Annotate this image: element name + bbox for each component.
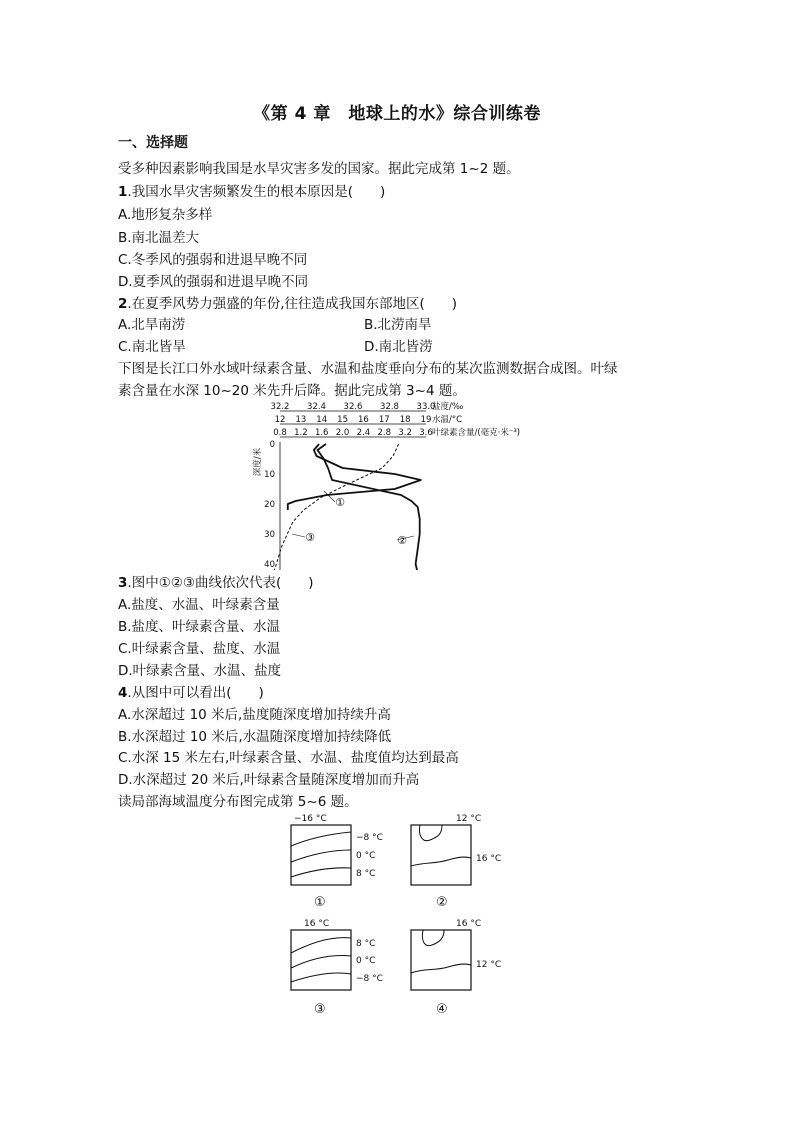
q4-option-d[interactable]: D.水深超过 20 米后,叶绿素含量随深度增加而升高 — [118, 772, 420, 788]
map-2-label-right: 16 °C — [476, 854, 502, 864]
question-text: .我国水旱灾害频繁发生的根本原因是( ) — [127, 184, 386, 200]
map-3-label-2: 0 °C — [356, 956, 376, 966]
tick-chlorophyll: 2.8 — [377, 428, 392, 438]
q4-option-c[interactable]: C.水深 15 米左右,叶绿素含量、水温、盐度值均达到最高 — [118, 750, 459, 766]
intro-2b: 素含量在水深 10~20 米先升后降。据此完成第 3~4 题。 — [118, 383, 466, 399]
q2-option-c[interactable]: C.南北皆旱 — [118, 339, 186, 355]
question-3 — [118, 574, 314, 592]
map-1-id: ① — [314, 895, 326, 910]
map-3-label-3: −8 °C — [356, 974, 383, 984]
tick-chlorophyll: 0.8 — [273, 428, 287, 438]
q2-options-row-1 — [118, 316, 432, 334]
series-leader-1 — [324, 491, 335, 502]
map-1-label-2: 0 °C — [356, 851, 376, 861]
tick-depth: 20 — [264, 500, 275, 510]
tick-chlorophyll: 3.6 — [419, 428, 433, 438]
intro-3: 读局部海域温度分布图完成第 5~6 题。 — [118, 794, 358, 810]
map-2-label-top: 12 °C — [456, 814, 482, 824]
intro-2a: 下图是长江口外水域叶绿素含量、水温和盐度垂向分布的某次监测数据合成图。叶绿 — [118, 361, 618, 377]
axis-label-salinity: 盐度/‰ — [432, 402, 464, 412]
map-3-label-top: 16 °C — [304, 919, 330, 929]
tick-depth: 0 — [269, 440, 275, 450]
tick-temperature: 13 — [295, 415, 307, 425]
q1-option-b[interactable]: B.南北温差大 — [118, 230, 200, 246]
tick-temperature: 16 — [358, 415, 369, 425]
question-number: 2 — [118, 296, 128, 312]
tick-chlorophyll: 1.6 — [314, 428, 329, 438]
map-3 — [291, 919, 383, 1017]
axis-label-chlorophyll: 叶绿素含量/(毫克·米⁻³) — [432, 428, 521, 438]
question-4 — [118, 684, 264, 702]
map-4-id: ④ — [436, 1002, 448, 1017]
map-1-label-3: 8 °C — [356, 869, 376, 879]
tick-temperature: 15 — [337, 415, 348, 425]
q1-option-d[interactable]: D.夏季风的强弱和进退早晚不同 — [118, 274, 309, 290]
q3-option-d[interactable]: D.叶绿素含量、水温、盐度 — [118, 663, 282, 679]
tick-temperature: 17 — [378, 415, 390, 425]
q4-option-b[interactable]: B.水深超过 10 米后,水温随深度增加持续降低 — [118, 729, 392, 745]
series-leader-3 — [292, 534, 305, 537]
question-number: 4 — [118, 685, 128, 701]
q1-option-a[interactable]: A.地形复杂多样 — [118, 207, 213, 223]
tick-temperature: 18 — [399, 415, 411, 425]
tick-salinity: 32.8 — [380, 402, 399, 412]
series-label-3: ③ — [305, 531, 315, 544]
q2-option-d[interactable]: D.南北皆涝 — [364, 339, 433, 355]
q2-option-a[interactable]: A.北旱南涝 — [118, 317, 186, 333]
page-title: 《第 4 章 地球上的水》综合训练卷 — [253, 104, 541, 124]
q2-options-row-2 — [118, 338, 433, 356]
map-2 — [411, 814, 501, 910]
section-heading: 一、选择题 — [118, 135, 188, 151]
series-label-2: ② — [397, 534, 407, 547]
q3-option-b[interactable]: B.盐度、叶绿素含量、水温 — [118, 619, 281, 635]
tick-salinity: 32.4 — [307, 402, 326, 412]
tick-temperature: 14 — [316, 415, 328, 425]
tick-chlorophyll: 1.2 — [294, 428, 308, 438]
question-2 — [118, 295, 457, 313]
map-3-id: ③ — [314, 1002, 326, 1017]
tick-salinity: 32.2 — [270, 402, 290, 412]
tick-depth: 30 — [264, 530, 275, 540]
series-line-1 — [288, 444, 421, 510]
temperature-maps — [280, 810, 520, 1020]
tick-salinity: 33.0 — [416, 402, 436, 412]
series-label-1: ① — [335, 496, 345, 509]
vertical-profile-chart — [240, 400, 560, 570]
map-3-label-1: 8 °C — [356, 939, 376, 949]
question-1 — [118, 183, 385, 201]
tick-chlorophyll: 2.4 — [356, 428, 371, 438]
q2-option-b[interactable]: B.北涝南旱 — [364, 317, 432, 333]
question-number: 3 — [118, 575, 128, 591]
q3-option-c[interactable]: C.叶绿素含量、盐度、水温 — [118, 641, 281, 657]
tick-chlorophyll: 2.0 — [335, 428, 350, 438]
map-4-label-top: 16 °C — [456, 919, 482, 929]
tick-depth: 40 — [264, 560, 275, 570]
q3-option-a[interactable]: A.盐度、水温、叶绿素含量 — [118, 597, 280, 613]
question-text: .从图中可以看出( ) — [127, 685, 264, 701]
map-2-id: ② — [436, 895, 448, 910]
tick-temperature: 12 — [274, 415, 286, 425]
axis-label-depth: 深度/米 — [253, 447, 263, 477]
question-text: .在夏季风势力强盛的年份,往往造成我国东部地区( ) — [127, 296, 458, 312]
q1-option-c[interactable]: C.冬季风的强弱和进退早晚不同 — [118, 252, 308, 268]
q4-option-a[interactable]: A.水深超过 10 米后,盐度随深度增加持续升高 — [118, 707, 391, 723]
map-1-label-top: −16 °C — [294, 814, 327, 824]
map-1 — [291, 814, 383, 910]
tick-salinity: 32.6 — [343, 402, 363, 412]
tick-chlorophyll: 3.2 — [398, 428, 412, 438]
question-text: .图中①②③曲线依次代表( ) — [127, 575, 314, 591]
intro-1: 受多种因素影响我国是水旱灾害多发的国家。据此完成第 1~2 题。 — [118, 161, 520, 177]
map-4-label-right: 12 °C — [476, 960, 502, 970]
question-number: 1 — [118, 184, 128, 200]
map-4 — [411, 919, 501, 1017]
tick-temperature: 19 — [420, 415, 432, 425]
map-1-label-1: −8 °C — [356, 833, 383, 843]
tick-depth: 10 — [264, 470, 275, 480]
axis-label-temperature: 水温/°C — [432, 415, 463, 425]
